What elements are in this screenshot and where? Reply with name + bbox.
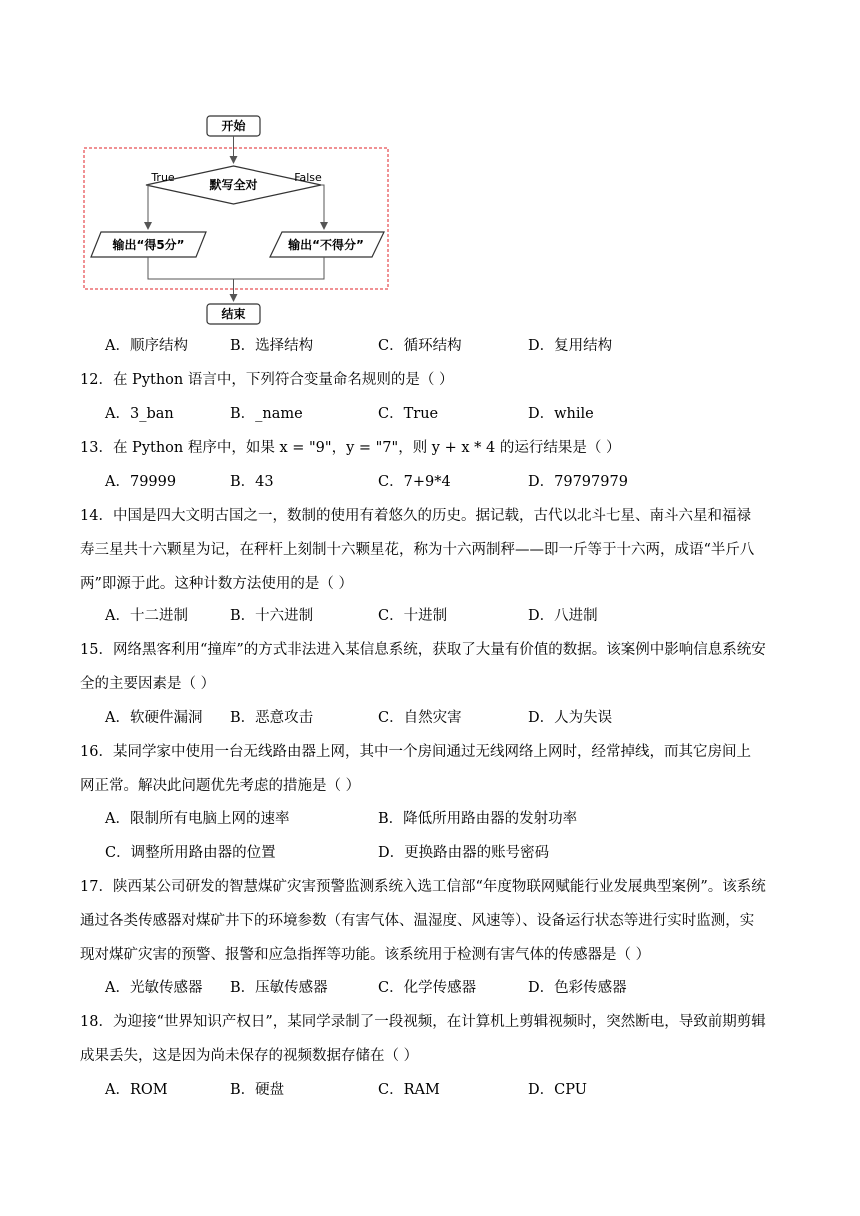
q11-option-c: C．循环结构 [378, 338, 462, 354]
true-label: True [151, 171, 175, 184]
q17-line-1: 17．陕西某公司研发的智慧煤矿灾害预警监测系统入选工信部“年度物联网赋能行业发展典型案例”。该系统 [80, 879, 766, 895]
q18-line-1: 18．为迎接“世界知识产权日”，某同学录制了一段视频，在计算机上剪辑视频时，突然断电，导致前期剪辑 [80, 1014, 766, 1030]
q18-option-a: A．ROM [105, 1082, 168, 1098]
q14-option-b: B．十六进制 [230, 608, 314, 624]
q13-stem: 13．在 Python 程序中，如果 x = "9"，y = "7"，则 y + x * 4 的运行结果是（ ） [80, 440, 621, 456]
q12-option-a: A．3_ban [105, 406, 174, 422]
q14-line-2: 寿三星共十六颗星为记，在秤杆上刻制十六颗星花，称为十六两制秤——即一斤等于十六两，成语“半斤八 [80, 542, 755, 558]
start-text: 开始 [221, 119, 246, 133]
q15-line-2: 全的主要因素是（ ） [80, 676, 216, 692]
q12-option-b: B．_name [230, 406, 303, 422]
output-false-text: 输出“不得分” [288, 238, 364, 252]
q12-option-c: C．True [378, 406, 439, 422]
q18-option-c: C．RAM [378, 1082, 440, 1098]
q18-option-b: B．硬盘 [230, 1082, 285, 1098]
q12-stem: 12．在 Python 语言中，下列符合变量命名规则的是（ ） [80, 372, 454, 388]
q14-option-c: C．十进制 [378, 608, 448, 624]
q17-option-a: A．光敏传感器 [105, 980, 203, 996]
q13-option-c: C．7+9*4 [378, 474, 451, 490]
flowchart [0, 0, 860, 340]
q18-line-2: 成果丢失，这是因为尚未保存的视频数据存储在（ ） [80, 1048, 419, 1064]
q17-line-3: 现对煤矿灾害的预警、报警和应急指挥等功能。该系统用于检测有害气体的传感器是（ ） [80, 947, 651, 963]
q13-option-d: D．79797979 [528, 474, 628, 490]
q11-option-d: D．复用结构 [528, 338, 613, 354]
q17-line-2: 通过各类传感器对煤矿井下的环境参数（有害气体、温湿度、风速等）、设备运行状态等进行实时监测，实 [80, 913, 755, 929]
q15-option-c: C．自然灾害 [378, 710, 462, 726]
q15-option-d: D．人为失误 [528, 710, 613, 726]
q13-option-a: A．79999 [105, 474, 177, 490]
end-text: 结束 [221, 307, 246, 321]
q17-option-c: C．化学传感器 [378, 980, 477, 996]
q16-option-a: A．限制所有电脑上网的速率 [105, 811, 290, 827]
false-label: False [294, 171, 322, 184]
q17-option-d: D．色彩传感器 [528, 980, 627, 996]
q15-option-a: A．软硬件漏洞 [105, 710, 203, 726]
decision-text: 默写全对 [209, 178, 258, 192]
q16-line-2: 网正常。解决此问题优先考虑的措施是（ ） [80, 778, 361, 794]
q15-option-b: B．恶意攻击 [230, 710, 314, 726]
q16-option-d: D．更换路由器的账号密码 [378, 845, 550, 861]
q12-option-d: D．while [528, 406, 594, 422]
q11-option-a: A．顺序结构 [105, 338, 188, 354]
q14-option-a: A．十二进制 [105, 608, 188, 624]
q15-line-1: 15．网络黑客利用“撞库”的方式非法进入某信息系统，获取了大量有价值的数据。该案例中影响信息系统安 [80, 642, 766, 658]
q18-option-d: D．CPU [528, 1082, 587, 1098]
q16-option-c: C．调整所用路由器的位置 [105, 845, 276, 861]
q14-line-1: 14．中国是四大文明古国之一，数制的使用有着悠久的历史。据记载，古代以北斗七星、南斗六星和福禄 [80, 508, 751, 524]
q17-option-b: B．压敏传感器 [230, 980, 328, 996]
q11-option-b: B．选择结构 [230, 338, 314, 354]
output-true-text: 输出“得5分” [112, 238, 185, 252]
q16-line-1: 16．某同学家中使用一台无线路由器上网，其中一个房间通过无线网络上网时，经常掉线，而其它房间上 [80, 744, 751, 760]
q16-option-b: B．降低所用路由器的发射功率 [378, 811, 578, 827]
q13-option-b: B．43 [230, 474, 274, 490]
q14-option-d: D．八进制 [528, 608, 598, 624]
q14-line-3: 两”即源于此。这种计数方法使用的是（ ） [80, 576, 354, 592]
